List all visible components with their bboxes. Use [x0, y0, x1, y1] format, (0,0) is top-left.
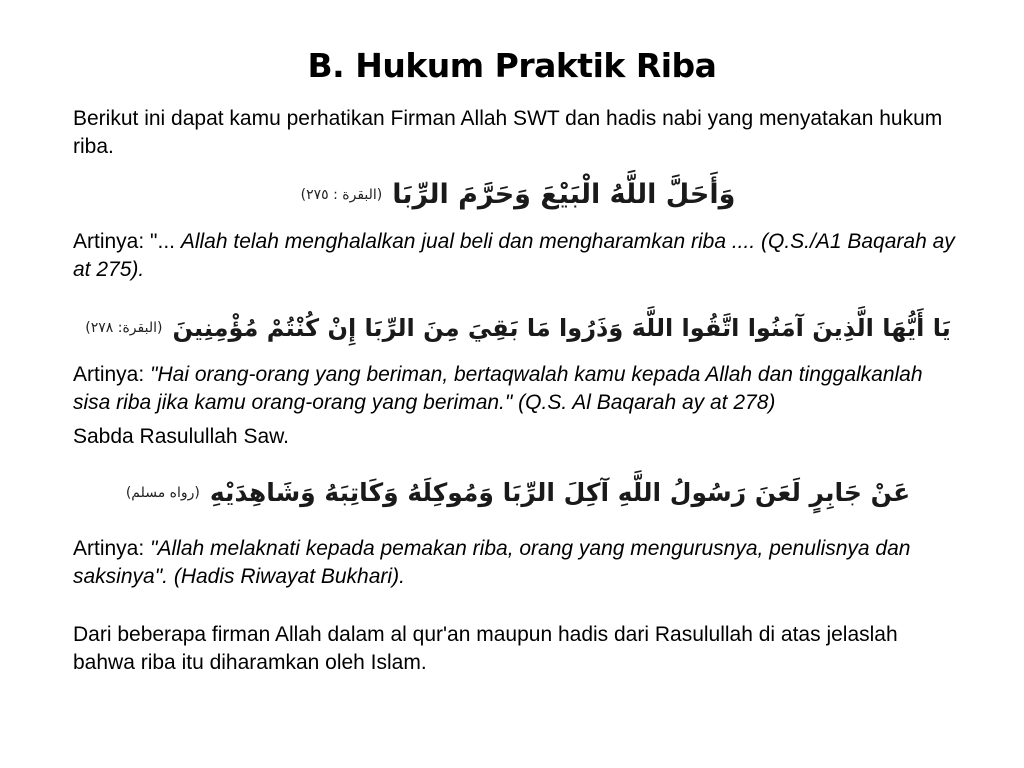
translation-paragraph	[73, 535, 963, 591]
translation-text: "Allah melaknati kepada pemakan riba, orang yang mengurusnya, penulisnya dan saksinya". (Hadis Riwayat Bukhari).	[73, 537, 911, 588]
verse-reference: (البقرة: ٢٧٨)	[85, 319, 163, 336]
slide-title: B. Hukum Praktik Riba	[307, 46, 717, 85]
translation-label: Artinya:	[73, 537, 151, 560]
verse-al-baqarah-275	[73, 161, 963, 228]
hadith-intro: Sabda Rasulullah Saw.	[73, 425, 289, 448]
translation-label: Artinya:	[73, 363, 151, 386]
translation-paragraph	[73, 228, 963, 284]
translation-paragraph	[73, 361, 963, 417]
hadith-arabic-text: عَنْ جَابِرٍ لَعَنَ رَسُولُ اللَّهِ آكِلَ الرِّبَا وَمُوكِلَهُ وَكَاتِبَهُ وَشَاهِدَيْهِ	[209, 478, 911, 507]
verse-al-baqarah-278	[73, 294, 963, 361]
intro-paragraph: Berikut ini dapat kamu perhatikan Firman Allah SWT dan hadis nabi yang menyatakan hukum riba.	[73, 107, 943, 158]
verse-arabic-text: وَأَحَلَّ اللَّهُ الْبَيْعَ وَحَرَّمَ الرِّبَا	[392, 178, 736, 210]
conclusion-paragraph: Dari beberapa firman Allah dalam al qur'an maupun hadis dari Rasulullah di atas jelaslah bahwa riba itu diharamkan oleh Islam.	[73, 623, 898, 674]
translation-text: Allah telah menghalalkan jual beli dan mengharamkan riba .... (Q.S./A1 Baqarah ay at 275).	[73, 230, 955, 281]
translation-label: Artinya: "...	[73, 230, 181, 253]
hadith-muslim	[73, 451, 963, 535]
translation-text: "Hai orang-orang yang beriman, bertaqwalah kamu kepada Allah dan tinggalkanlah sisa riba jika kamu orang-orang yang beriman." (Q.S. Al Baqarah ay at 278)	[73, 363, 923, 414]
slide-content	[73, 105, 963, 677]
verse-reference: (البقرة : ٢٧٥)	[300, 186, 383, 203]
hadith-reference: (رواه مسلم)	[125, 485, 200, 501]
verse-arabic-text: يَا أَيُّهَا الَّذِينَ آمَنُوا اتَّقُوا اللَّهَ وَذَرُوا مَا بَقِيَ مِنَ الرِّبَا إِنْ كُنْتُمْ مُؤْمِنِينَ	[172, 313, 951, 342]
